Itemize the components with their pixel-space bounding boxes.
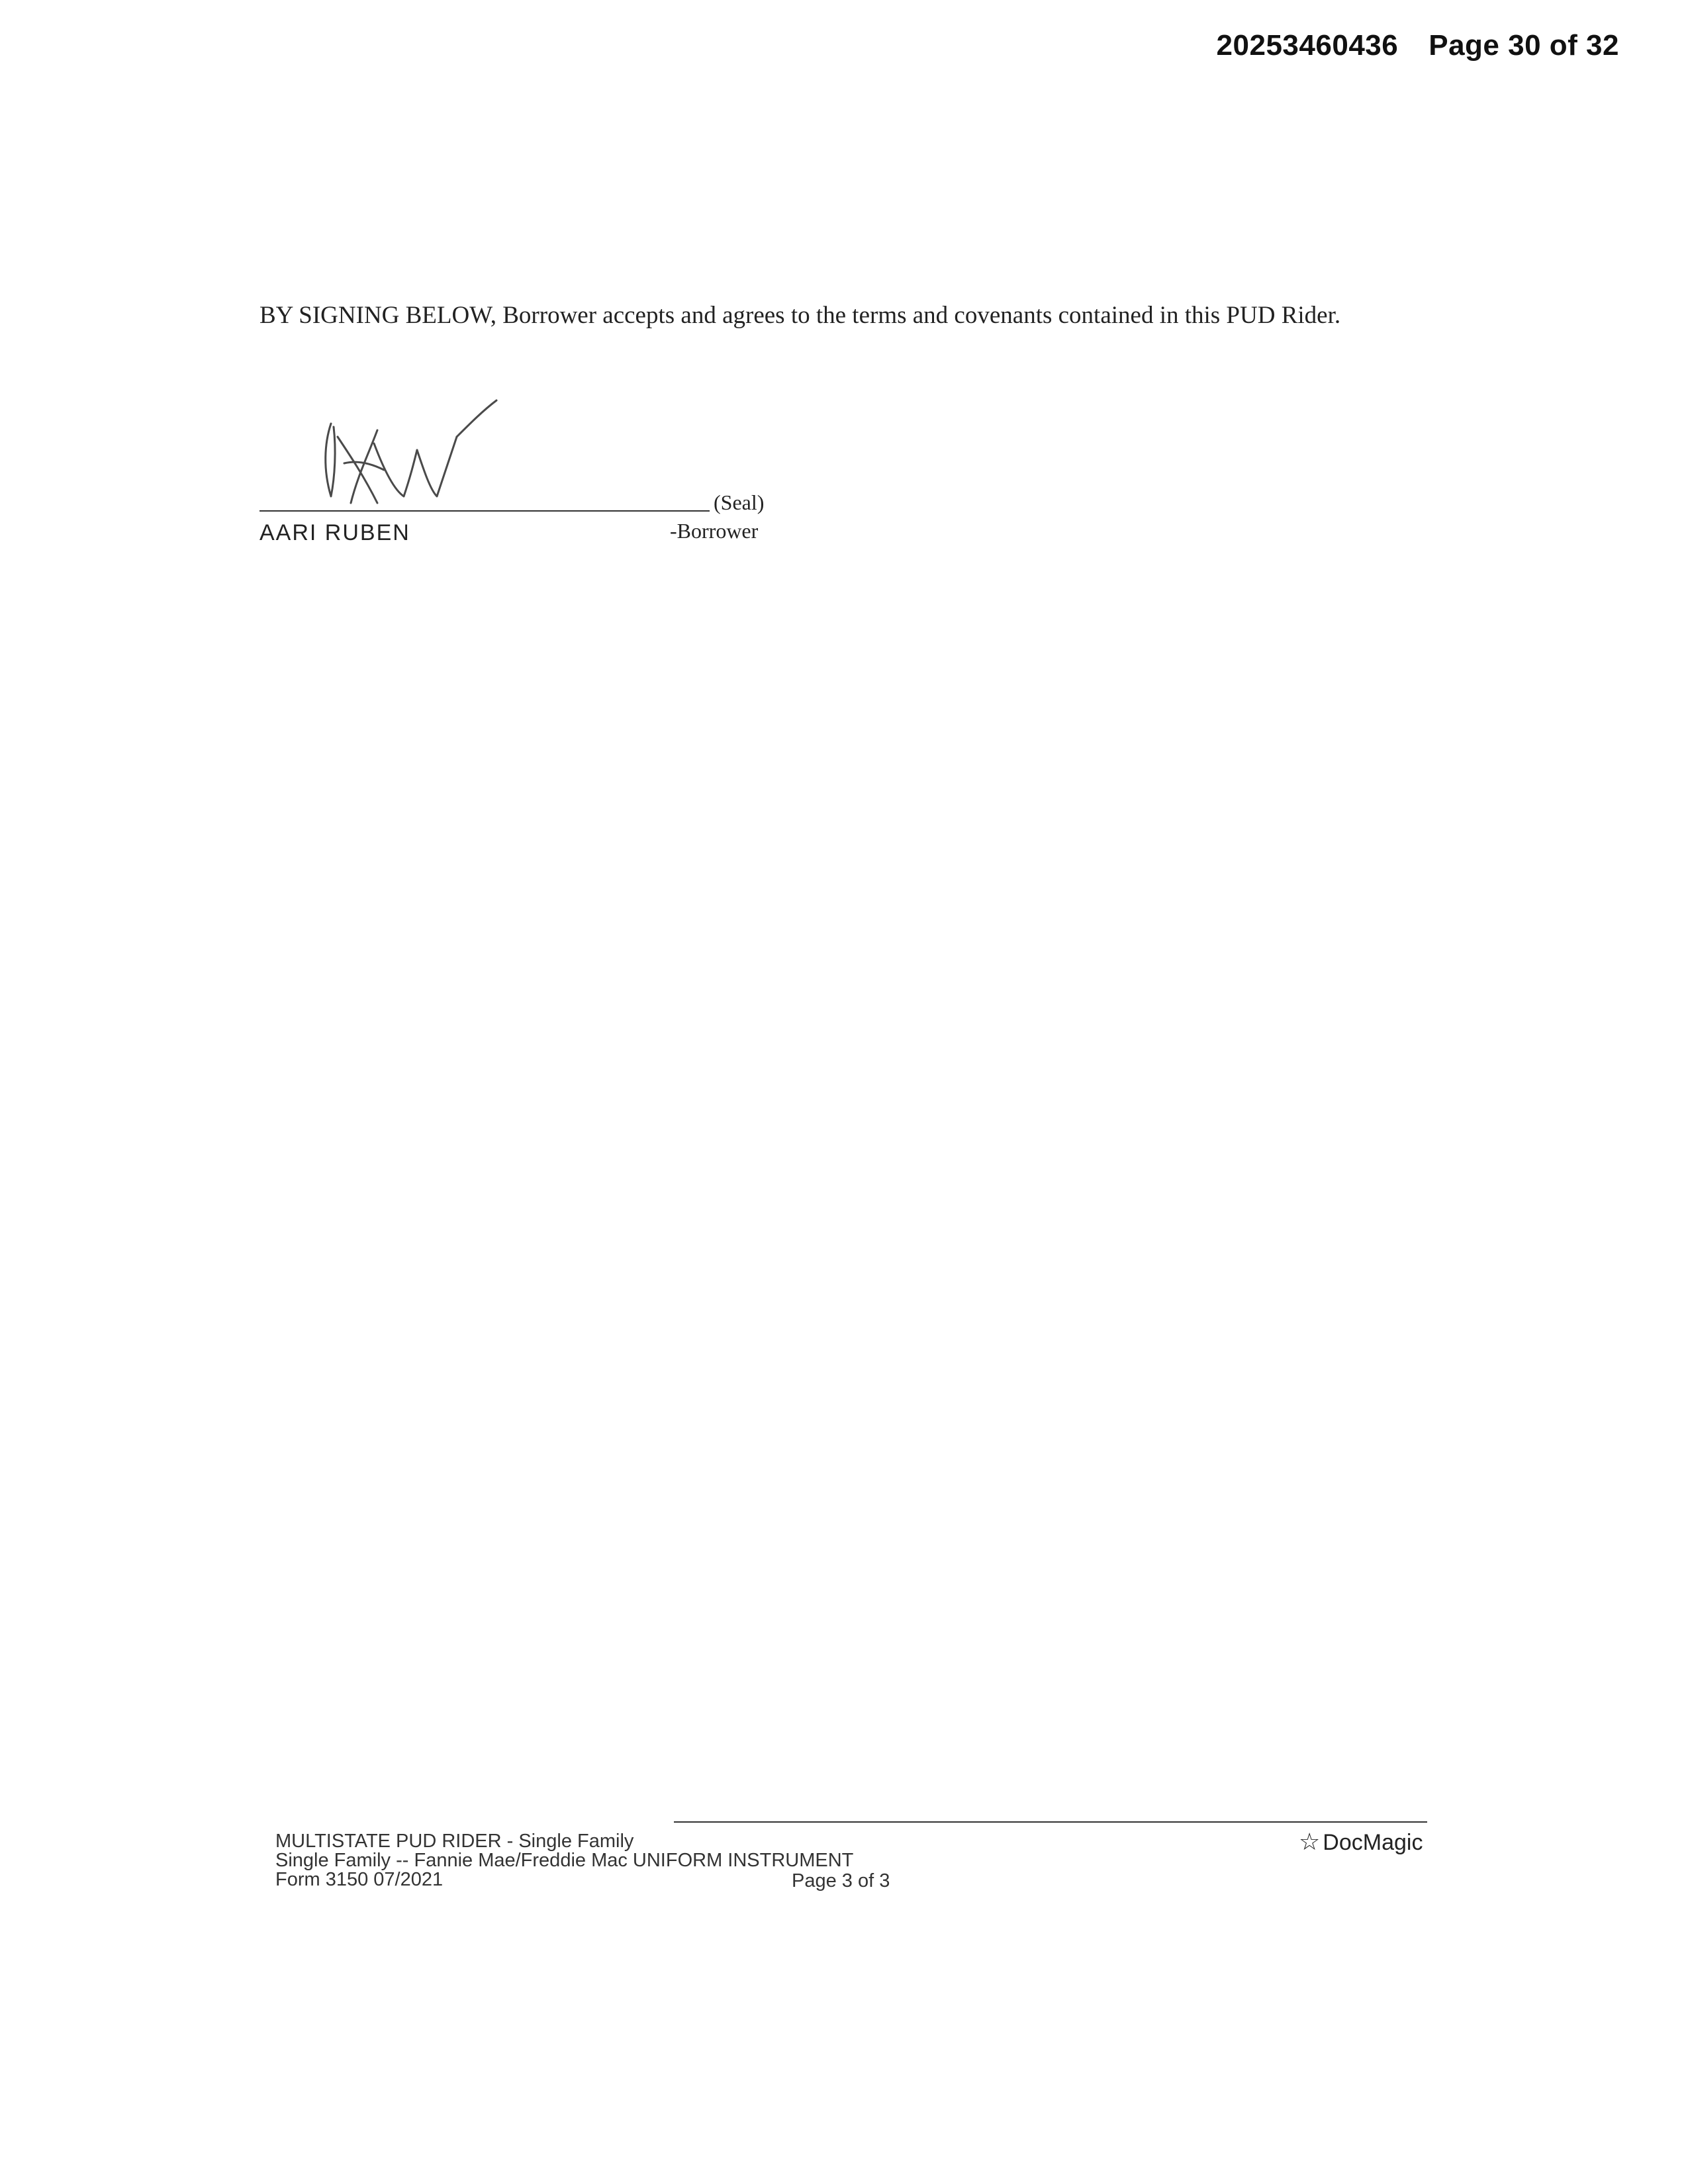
brand-name: DocMagic (1323, 1830, 1423, 1855)
signature-line (259, 510, 710, 512)
recording-header (1217, 29, 1619, 62)
form-identification (275, 1832, 853, 1889)
signer-role: -Borrower (670, 519, 759, 543)
footer-rule (674, 1821, 1427, 1823)
form-title: MULTISTATE PUD RIDER - Single Family (275, 1831, 634, 1852)
page-indicator: Page 30 of 32 (1429, 29, 1619, 62)
form-number: Form 3150 07/2021 (275, 1869, 444, 1890)
document-number: 20253460436 (1216, 29, 1399, 62)
borrower-acknowledgement: BY SIGNING BELOW, Borrower accepts and agrees to the terms and covenants contained in this PUD Rider. (259, 302, 1341, 329)
star-outline-icon: ☆ (1299, 1828, 1321, 1855)
form-instrument: Single Family -- Fannie Mae/Freddie Mac UNIFORM INSTRUMENT (275, 1850, 854, 1871)
docmagic-brand (1299, 1828, 1423, 1856)
borrower-signature (311, 397, 503, 523)
seal-label: (Seal) (714, 490, 765, 514)
signer-name: AARI RUBEN (259, 520, 410, 545)
form-page-number: Page 3 of 3 (792, 1870, 890, 1891)
